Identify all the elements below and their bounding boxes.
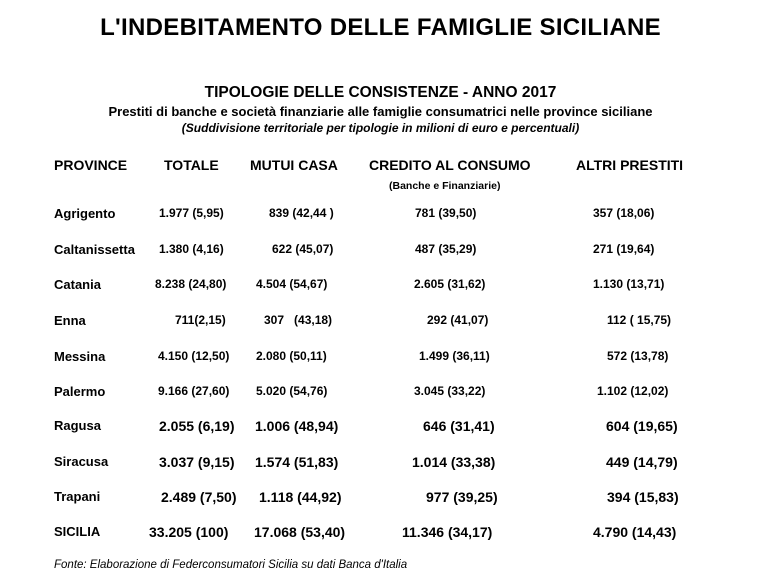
credito-cell: 3.045 (33,22): [414, 384, 486, 398]
table-row: [0, 349, 761, 369]
header-totale: TOTALE: [164, 157, 219, 173]
credito-cell: 1.499 (36,11): [419, 349, 490, 363]
province-cell: Messina: [54, 349, 106, 364]
table-row: [0, 454, 761, 474]
altri-cell: 604 (19,65): [606, 418, 678, 434]
table-row: [0, 418, 761, 438]
province-cell: Catania: [54, 277, 101, 292]
altri-cell: 1.130 (13,71): [593, 277, 665, 291]
mutui-cell: 4.504 (54,67): [256, 277, 328, 291]
mutui-cell: 622 (45,07): [272, 242, 334, 256]
altri-cell: 357 (18,06): [593, 206, 655, 220]
table-row: [0, 277, 761, 297]
header-credito-consumo: CREDITO AL CONSUMO: [369, 157, 531, 173]
altri-cell: 271 (19,64): [593, 242, 655, 256]
totale-cell: 4.150 (12,50): [158, 349, 230, 363]
credito-cell: 11.346 (34,17): [402, 524, 493, 540]
header-altri-prestiti: ALTRI PRESTITI: [576, 157, 684, 173]
totale-cell: 2.055 (6,19): [159, 418, 235, 434]
table-row: [0, 313, 761, 333]
credito-cell: 781 (39,50): [415, 206, 477, 220]
altri-cell: 4.790 (14,43): [593, 524, 677, 540]
credito-cell: 646 (31,41): [423, 418, 495, 434]
altri-cell: 1.102 (12,02): [597, 384, 669, 398]
table-row: [0, 206, 761, 226]
totale-cell: 33.205 (100): [149, 524, 229, 540]
totale-cell: 1.977 (5,95): [159, 206, 224, 220]
mutui-cell: 5.020 (54,76): [256, 384, 328, 398]
province-cell: Enna: [54, 313, 86, 328]
altri-cell: 572 (13,78): [607, 349, 669, 363]
source-footnote: Fonte: Elaborazione di Federconsumatori Sicilia su dati Banca d'Italia: [54, 559, 408, 571]
table-description: Prestiti di banche e società finanziarie alle famiglie consumatrici nelle province siciliane: [108, 104, 653, 119]
totale-cell: 1.380 (4,16): [159, 242, 224, 256]
credito-cell: 292 (41,07): [427, 313, 489, 327]
province-cell: Trapani: [54, 489, 101, 504]
page-title: L'INDEBITAMENTO DELLE FAMIGLIE SICILIANE: [100, 14, 661, 41]
header-credito-subtitle: (Banche e Finanziarie): [389, 180, 501, 192]
totale-cell: 3.037 (9,15): [159, 454, 235, 470]
credito-cell: 977 (39,25): [426, 489, 498, 505]
table-row: [0, 242, 761, 262]
province-cell: Siracusa: [54, 454, 109, 469]
totale-cell: 8.238 (24,80): [155, 277, 227, 291]
credito-cell: 487 (35,29): [415, 242, 477, 256]
header-province: PROVINCE: [54, 157, 128, 173]
header-mutui-casa: MUTUI CASA: [250, 157, 338, 173]
table-note: (Suddivisione territoriale per tipologie in milioni di euro e percentuali): [181, 121, 580, 135]
mutui-cell: 2.080 (50,11): [256, 349, 327, 363]
province-cell: Ragusa: [54, 418, 101, 433]
province-cell: Caltanissetta: [54, 242, 135, 257]
altri-cell: 449 (14,79): [606, 454, 678, 470]
altri-cell: 112 ( 15,75): [607, 313, 672, 327]
mutui-cell: 1.006 (48,94): [255, 418, 339, 434]
province-cell: Palermo: [54, 384, 106, 399]
credito-cell: 2.605 (31,62): [414, 277, 486, 291]
mutui-cell: 17.068 (53,40): [254, 524, 346, 540]
mutui-cell: 839 (42,44 ): [269, 206, 334, 220]
table-row: [0, 384, 761, 404]
totale-cell: 9.166 (27,60): [158, 384, 230, 398]
mutui-cell: 1.118 (44,92): [259, 489, 342, 505]
table-row: [0, 489, 761, 509]
table-subtitle: TIPOLOGIE DELLE CONSISTENZE - ANNO 2017: [204, 84, 557, 101]
totale-cell: 711(2,15): [175, 313, 226, 327]
province-cell: SICILIA: [54, 524, 101, 539]
province-cell: Agrigento: [54, 206, 116, 221]
table-row-total: [0, 524, 761, 544]
mutui-cell: 1.574 (51,83): [255, 454, 339, 470]
altri-cell: 394 (15,83): [607, 489, 679, 505]
credito-cell: 1.014 (33,38): [412, 454, 496, 470]
mutui-cell: 307 (43,18): [264, 313, 333, 327]
totale-cell: 2.489 (7,50): [161, 489, 237, 505]
